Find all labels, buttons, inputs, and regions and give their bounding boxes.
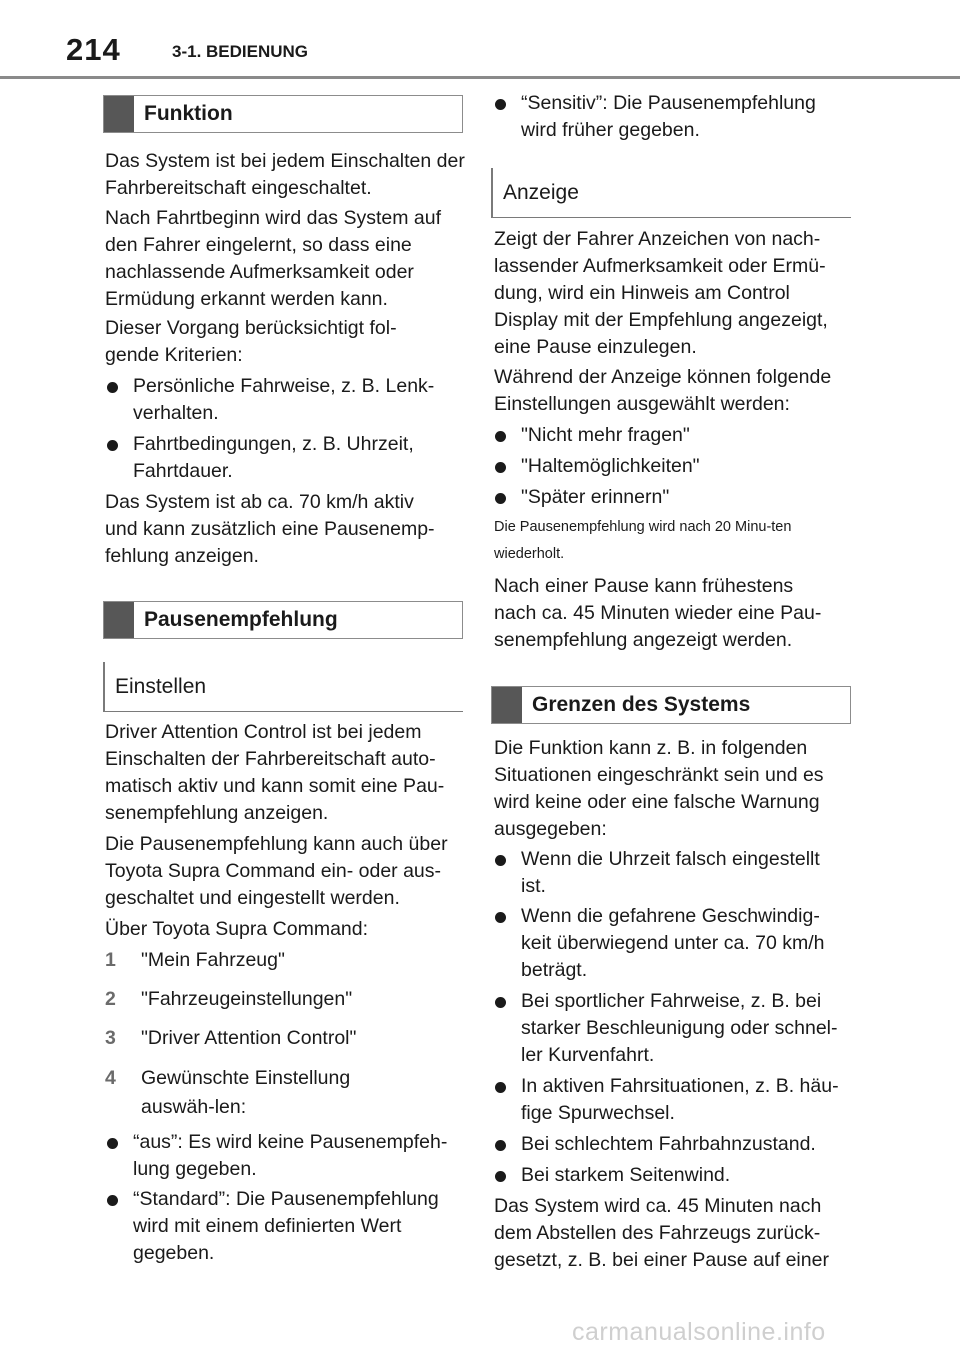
bullet-icon: [495, 1082, 506, 1093]
list-item: Bei schlechtem Fahrbahnzustand.: [493, 1131, 848, 1158]
paragraph: Nach einer Pause kann frühestens nach ca. 45 Minuten wieder eine Pau-senempfehlung angezeigt werden.: [494, 575, 822, 651]
bullet-icon: [495, 912, 506, 923]
paragraph: Das System ist ab ca. 70 km/h aktiv und kann zusätzlich eine Pausenemp-fehlung anzeigen.: [105, 491, 435, 567]
bullet-icon: [495, 431, 506, 442]
paragraph: Während der Anzeige können folgende Einstellungen ausgewählt werden:: [494, 366, 832, 415]
list-item: Wenn die gefahrene Geschwindig-keit überwiegend unter ca. 70 km/h beträgt.: [493, 903, 843, 984]
paragraph: Zeigt der Fahrer Anzeichen von nach-lassender Aufmerksamkeit oder Ermü-dung, wird ein Hinweis am Control Display mit der Empfehlung angezeigt, eine Pause einzulegen.: [494, 228, 828, 358]
list-item: Persönliche Fahrweise, z. B. Lenk-verhalten.: [105, 373, 450, 427]
paragraph: Die Pausenempfehlung kann auch über Toyota Supra Command ein- oder aus-geschaltet und eingestellt werden.: [105, 833, 448, 909]
step-item: 4 Gewünschte Einstellung auswäh-len:: [105, 1064, 425, 1122]
header-rule: [0, 76, 960, 79]
heading-funktion-text: Funktion: [144, 102, 233, 125]
paragraph: Das System wird ca. 45 Minuten nach dem Abstellen des Fahrzeugs zurück-gesetzt, z. B. bei einer Pause auf einer: [494, 1195, 829, 1271]
list-item: "Später erinnern": [493, 484, 838, 511]
bullet-icon: [495, 997, 506, 1008]
bullet-icon: [495, 99, 506, 110]
heading-grenzen-text: Grenzen des Systems: [532, 693, 751, 716]
subheading-einstellen-text: Einstellen: [115, 674, 207, 698]
heading-pausenempfehlung-text: Pausenempfehlung: [144, 608, 338, 631]
list-item: “Sensitiv”: Die Pausenempfehlung wird früher gegeben.: [493, 90, 838, 144]
paragraph: Nach Fahrtbeginn wird das System auf den Fahrer eingelernt, so dass eine nachlassende Aufmerksamkeit oder Ermüdung erkannt werden kann.: [105, 207, 441, 310]
step-item: 1 "Mein Fahrzeug": [105, 947, 445, 974]
bullet-icon: [107, 382, 118, 393]
bullet-icon: [495, 855, 506, 866]
heading-bar: [492, 687, 522, 723]
list-item: Fahrtbedingungen, z. B. Uhrzeit, Fahrtdauer.: [105, 431, 450, 485]
paragraph: Driver Attention Control ist bei jedem Einschalten der Fahrbereitschaft auto-matisch aktiv und kann somit eine Pau-senempfehlung anzeigen.: [105, 721, 445, 824]
paragraph: Über Toyota Supra Command:: [105, 918, 369, 940]
heading-bar: [104, 96, 134, 132]
bullet-icon: [495, 493, 506, 504]
step-item: 3 "Driver Attention Control": [105, 1025, 445, 1052]
subheading-anzeige-text: Anzeige: [503, 180, 579, 204]
page-header: [0, 0, 960, 80]
bullet-icon: [107, 1195, 118, 1206]
paragraph: Die Funktion kann z. B. in folgenden Situationen eingeschränkt sein und es wird keine oder eine falsche Warnung ausgegeben:: [494, 737, 824, 840]
step-number: 2: [105, 988, 116, 1010]
list-item: "Haltemöglichkeiten": [493, 453, 838, 480]
list-item: “Standard”: Die Pausenempfehlung wird mit einem definierten Wert gegeben.: [105, 1186, 450, 1267]
bullet-icon: [495, 1140, 506, 1151]
bullet-icon: [495, 462, 506, 473]
list-item: Bei sportlicher Fahrweise, z. B. bei starker Beschleunigung oder schnel-ler Kurvenfahrt.: [493, 988, 848, 1069]
heading-grenzen: [491, 686, 851, 724]
heading-funktion: [103, 95, 463, 133]
list-item: Wenn die Uhrzeit falsch eingestellt ist.: [493, 846, 838, 900]
bullet-icon: [495, 1171, 506, 1182]
subheading-anzeige: [491, 168, 851, 218]
bullet-icon: [107, 1138, 118, 1149]
heading-bar: [104, 602, 134, 638]
subheading-einstellen: [103, 662, 463, 712]
paragraph: Dieser Vorgang berücksichtigt fol-gende Kriterien:: [105, 317, 397, 366]
bullet-icon: [107, 440, 118, 451]
paragraph: Das System ist bei jedem Einschalten der Fahrbereitschaft eingeschaltet.: [105, 150, 465, 199]
step-item: 2 "Fahrzeugeinstellungen": [105, 986, 445, 1013]
list-item: In aktiven Fahrsituationen, z. B. häu-fige Spurwechsel.: [493, 1073, 848, 1127]
page-number: 214: [66, 32, 121, 67]
step-number: 1: [105, 949, 116, 971]
list-item: Bei starkem Seitenwind.: [493, 1162, 848, 1189]
heading-pausenempfehlung: [103, 601, 463, 639]
list-item: "Nicht mehr fragen": [493, 422, 838, 449]
watermark: carmanualsonline.info: [572, 1318, 826, 1346]
step-number: 4: [105, 1067, 116, 1089]
note-text: Die Pausenempfehlung wird nach 20 Minu-ten wiederholt.: [494, 519, 792, 562]
list-item: “aus”: Es wird keine Pausenempfeh-lung gegeben.: [105, 1129, 460, 1183]
section-title: 3-1. BEDIENUNG: [172, 42, 309, 61]
step-number: 3: [105, 1027, 116, 1049]
